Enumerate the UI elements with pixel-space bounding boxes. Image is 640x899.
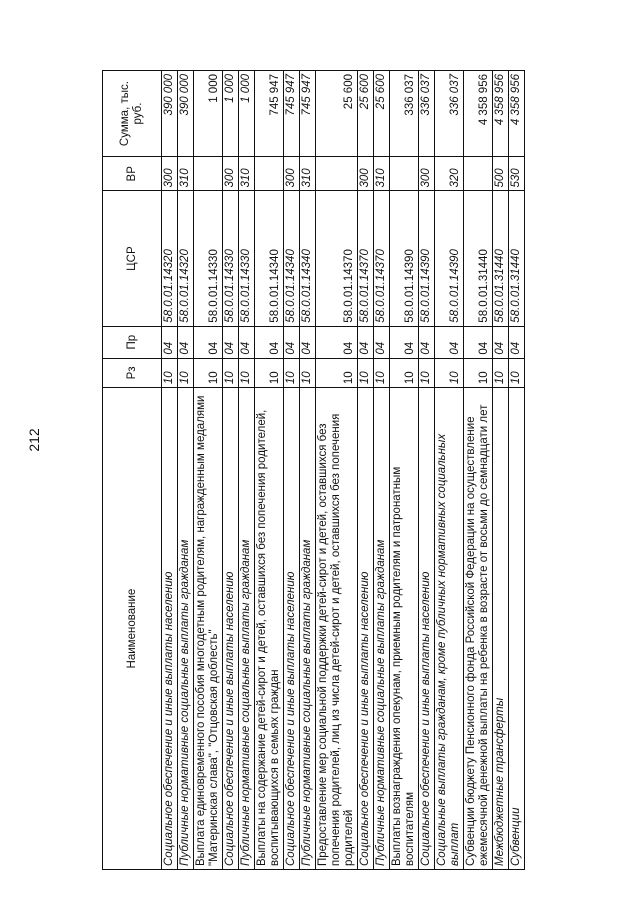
table-row	[162, 71, 178, 870]
cell-name: Социальное обеспечение и иные выплаты населению	[284, 388, 300, 870]
cell-rz: 10	[316, 358, 358, 388]
table-body	[162, 71, 525, 870]
cell-name: Выплаты на содержание детей-сирот и детей, оставшихся без попечения родителей, воспитывающихся в семьях граждан	[255, 388, 284, 870]
cell-csr: 58.0.01.14370	[374, 191, 390, 326]
cell-csr: 58.0.01.14370	[316, 191, 358, 326]
cell-csr: 58.0.01.14340	[300, 191, 316, 326]
cell-name: Публичные нормативные социальные выплаты гражданам	[300, 388, 316, 870]
cell-vr	[464, 157, 493, 191]
cell-csr: 58.0.01.14390	[419, 191, 435, 326]
cell-sum: 4 358 956	[464, 71, 493, 157]
cell-sum: 745 947	[255, 71, 284, 157]
cell-csr: 58.0.01.14320	[178, 191, 194, 326]
cell-sum: 25 600	[374, 71, 390, 157]
cell-rz: 10	[419, 358, 435, 388]
cell-csr: 58.0.01.31440	[509, 191, 525, 326]
cell-sum: 336 037	[390, 71, 419, 157]
cell-rz: 10	[162, 358, 178, 388]
cell-pr: 04	[194, 326, 223, 358]
cell-pr: 04	[255, 326, 284, 358]
cell-vr: 500	[493, 157, 509, 191]
cell-rz: 10	[358, 358, 374, 388]
header-sum: Сумма, тыс. руб.	[103, 71, 162, 157]
table-row	[419, 71, 435, 870]
cell-vr: 300	[358, 157, 374, 191]
cell-sum: 25 600	[316, 71, 358, 157]
cell-rz: 10	[255, 358, 284, 388]
cell-name: Предоставление мер социальной поддержки детей-сирот и детей, оставшихся без попечения родителей, лиц из числа детей-сирот и детей, оставшихся без попечения родителей	[316, 388, 358, 870]
cell-csr: 58.0.01.14340	[284, 191, 300, 326]
cell-name: Субвенции	[509, 388, 525, 870]
cell-rz: 10	[300, 358, 316, 388]
table-row	[223, 71, 239, 870]
cell-sum: 4 358 956	[493, 71, 509, 157]
cell-pr: 04	[435, 326, 464, 358]
cell-rz: 10	[493, 358, 509, 388]
cell-csr: 58.0.01.14330	[194, 191, 223, 326]
cell-vr	[194, 157, 223, 191]
table-row	[255, 71, 284, 870]
cell-pr: 04	[284, 326, 300, 358]
table-row	[390, 71, 419, 870]
table-row	[358, 71, 374, 870]
cell-rz: 10	[509, 358, 525, 388]
cell-sum: 745 947	[284, 71, 300, 157]
cell-sum: 390 000	[162, 71, 178, 157]
table-row	[374, 71, 390, 870]
table-row	[509, 71, 525, 870]
cell-vr: 300	[223, 157, 239, 191]
cell-csr: 58.0.01.14390	[390, 191, 419, 326]
budget-table	[102, 70, 525, 870]
table-row	[435, 71, 464, 870]
cell-vr: 310	[374, 157, 390, 191]
cell-name: Социальные выплаты гражданам, кроме публичных нормативных социальных выплат	[435, 388, 464, 870]
table-row	[316, 71, 358, 870]
cell-pr: 04	[358, 326, 374, 358]
table-row	[464, 71, 493, 870]
cell-rz: 10	[390, 358, 419, 388]
cell-name: Выплаты вознаграждения опекунам, приемным родителям и патронатным воспитателям	[390, 388, 419, 870]
page-number: 212	[26, 428, 42, 452]
cell-vr: 300	[419, 157, 435, 191]
table-row	[493, 71, 509, 870]
cell-pr: 04	[493, 326, 509, 358]
cell-name: Публичные нормативные социальные выплаты гражданам	[374, 388, 390, 870]
cell-name: Субвенции бюджету Пенсионного фонда Российской Федерации на осуществление ежемесячной денежной выплаты на ребенка в возрасте от восьми до семнадцати лет	[464, 388, 493, 870]
header-vr: ВР	[103, 157, 162, 191]
cell-csr: 58.0.01.14330	[223, 191, 239, 326]
cell-vr: 310	[239, 157, 255, 191]
cell-vr	[255, 157, 284, 191]
cell-name: Публичные нормативные социальные выплаты гражданам	[239, 388, 255, 870]
budget-table-container	[102, 70, 542, 870]
cell-name: Социальное обеспечение и иные выплаты населению	[358, 388, 374, 870]
cell-pr: 04	[390, 326, 419, 358]
cell-sum: 390 000	[178, 71, 194, 157]
cell-csr: 58.0.01.31440	[464, 191, 493, 326]
cell-rz: 10	[223, 358, 239, 388]
cell-pr: 04	[419, 326, 435, 358]
cell-pr: 04	[178, 326, 194, 358]
cell-rz: 10	[374, 358, 390, 388]
cell-pr: 04	[239, 326, 255, 358]
cell-sum: 336 037	[435, 71, 464, 157]
header-rz: Рз	[103, 358, 162, 388]
cell-sum: 336 037	[419, 71, 435, 157]
cell-sum: 1 000	[223, 71, 239, 157]
cell-name: Публичные нормативные социальные выплаты гражданам	[178, 388, 194, 870]
header-name: Наименование	[103, 388, 162, 870]
cell-name: Выплата единовременного пособия многодетным родителям, награжденным медалями "Материнская слава", "Отцовская доблесть"	[194, 388, 223, 870]
cell-pr: 04	[374, 326, 390, 358]
cell-name: Социальное обеспечение и иные выплаты населению	[162, 388, 178, 870]
cell-pr: 04	[162, 326, 178, 358]
cell-rz: 10	[178, 358, 194, 388]
cell-sum: 1 000	[239, 71, 255, 157]
cell-sum: 25 600	[358, 71, 374, 157]
header-csr: ЦСР	[103, 191, 162, 326]
cell-vr: 300	[284, 157, 300, 191]
table-row	[239, 71, 255, 870]
cell-sum: 1 000	[194, 71, 223, 157]
cell-csr: 58.0.01.14320	[162, 191, 178, 326]
cell-rz: 10	[435, 358, 464, 388]
table-row	[194, 71, 223, 870]
cell-pr: 04	[300, 326, 316, 358]
cell-vr: 300	[162, 157, 178, 191]
table-row	[178, 71, 194, 870]
cell-pr: 04	[464, 326, 493, 358]
cell-csr: 58.0.01.14340	[255, 191, 284, 326]
cell-vr	[316, 157, 358, 191]
cell-csr: 58.0.01.14330	[239, 191, 255, 326]
cell-vr: 310	[178, 157, 194, 191]
cell-csr: 58.0.01.31440	[493, 191, 509, 326]
cell-vr: 530	[509, 157, 525, 191]
cell-csr: 58.0.01.14390	[435, 191, 464, 326]
header-row	[103, 71, 162, 870]
cell-rz: 10	[284, 358, 300, 388]
cell-name: Социальное обеспечение и иные выплаты населению	[223, 388, 239, 870]
table-row	[284, 71, 300, 870]
cell-csr: 58.0.01.14370	[358, 191, 374, 326]
cell-sum: 4 358 956	[509, 71, 525, 157]
cell-pr: 04	[223, 326, 239, 358]
table-row	[300, 71, 316, 870]
cell-vr: 310	[300, 157, 316, 191]
cell-pr: 04	[509, 326, 525, 358]
cell-vr: 320	[435, 157, 464, 191]
cell-sum: 745 947	[300, 71, 316, 157]
cell-rz: 10	[464, 358, 493, 388]
cell-pr: 04	[316, 326, 358, 358]
cell-name: Социальное обеспечение и иные выплаты населению	[419, 388, 435, 870]
header-pr: Пр	[103, 326, 162, 358]
cell-name: Межбюджетные трансферты	[493, 388, 509, 870]
cell-vr	[390, 157, 419, 191]
cell-rz: 10	[194, 358, 223, 388]
cell-rz: 10	[239, 358, 255, 388]
